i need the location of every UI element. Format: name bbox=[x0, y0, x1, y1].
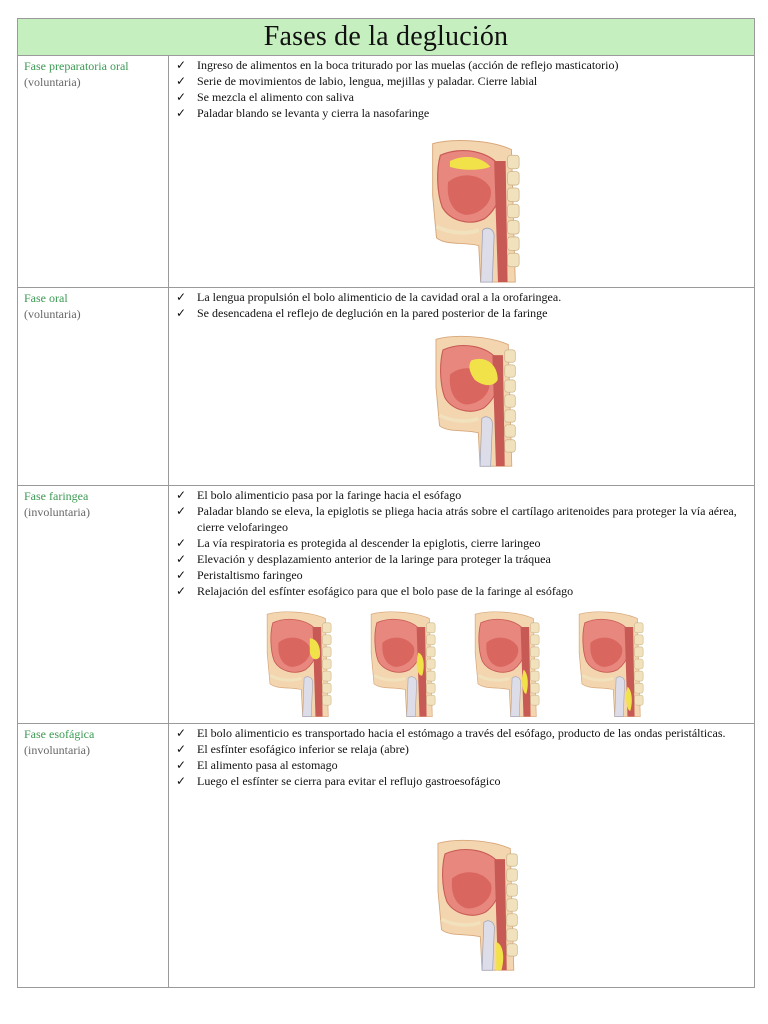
phase-content-cell bbox=[169, 724, 755, 988]
checkmark-icon: ✓ bbox=[175, 106, 187, 120]
phase-item-list bbox=[169, 487, 754, 599]
checkmark-icon: ✓ bbox=[175, 584, 187, 598]
phase-row-preparatoria bbox=[18, 56, 755, 288]
swallowing-anatomy-illustration bbox=[561, 610, 657, 718]
checkmark-icon: ✓ bbox=[175, 90, 187, 104]
phase-name: Fase esofágica bbox=[24, 727, 95, 741]
phase-type: (involuntaria) bbox=[24, 743, 90, 757]
phase-name: Fase faringea bbox=[24, 489, 89, 503]
page-title: Fases de la deglución bbox=[263, 21, 509, 52]
phase-item-list bbox=[169, 289, 754, 321]
checkmark-icon: ✓ bbox=[175, 552, 187, 566]
phase-type: (voluntaria) bbox=[24, 75, 81, 89]
list-item: ✓ Paladar blando se levanta y cierra la nasofaringe bbox=[175, 106, 430, 120]
phase-row-faringea bbox=[18, 486, 755, 724]
list-item: ✓ El bolo alimenticio es transportado hacia el estómago a través del esófago, producto de las ondas peristálticas. bbox=[175, 726, 726, 740]
checkmark-icon: ✓ bbox=[175, 536, 187, 550]
list-item: ✓ Paladar blando se eleva, la epiglotis se pliega hacia atrás sobre el cartílago aritenoides para proteger la vía aérea, cierre velofaringeo bbox=[175, 504, 737, 534]
phase-name: Fase preparatoria oral bbox=[24, 59, 129, 73]
list-item: ✓ Ingreso de alimentos en la boca triturado por las muelas (acción de reflejo masticatorio) bbox=[175, 58, 619, 72]
title-cell bbox=[18, 19, 755, 56]
list-item: ✓ Peristaltismo faringeo bbox=[175, 568, 303, 582]
phase-type: (voluntaria) bbox=[24, 307, 81, 321]
list-item: ✓ Relajación del esfínter esofágico para que el bolo pase de la faringe al esófago bbox=[175, 584, 574, 598]
checkmark-icon: ✓ bbox=[175, 290, 187, 304]
checkmark-icon: ✓ bbox=[175, 758, 187, 772]
swallowing-anatomy-illustration bbox=[249, 610, 345, 718]
phase-label-cell bbox=[18, 288, 169, 486]
list-item: ✓ El esfínter esofágico inferior se relaja (abre) bbox=[175, 742, 409, 756]
swallowing-anatomy-illustration bbox=[417, 138, 529, 284]
list-item: ✓ Se mezcla el alimento con saliva bbox=[175, 90, 354, 104]
checkmark-icon: ✓ bbox=[175, 74, 187, 88]
list-item: ✓ Serie de movimientos de labio, lengua, mejillas y paladar. Cierre labial bbox=[175, 74, 538, 88]
swallowing-anatomy-illustration bbox=[417, 838, 533, 972]
phase-name: Fase oral bbox=[24, 291, 68, 305]
list-item: ✓ Se desencadena el reflejo de deglución en la pared posterior de la faringe bbox=[175, 306, 548, 320]
list-item: ✓ El alimento pasa al estomago bbox=[175, 758, 338, 772]
phase-content-cell bbox=[169, 486, 755, 724]
list-item: ✓ La vía respiratoria es protegida al descender la epiglotis, cierre laringeo bbox=[175, 536, 541, 550]
checkmark-icon: ✓ bbox=[175, 306, 187, 320]
checkmark-icon: ✓ bbox=[175, 742, 187, 756]
phase-item-list bbox=[169, 725, 754, 789]
checkmark-icon: ✓ bbox=[175, 774, 187, 788]
checkmark-icon: ✓ bbox=[175, 488, 187, 502]
phase-content-cell bbox=[169, 288, 755, 486]
list-item: ✓ Luego el esfínter se cierra para evitar el reflujo gastroesofágico bbox=[175, 774, 501, 788]
phase-label-cell bbox=[18, 486, 169, 724]
swallowing-anatomy-illustration bbox=[353, 610, 449, 718]
phase-label-cell bbox=[18, 56, 169, 288]
checkmark-icon: ✓ bbox=[175, 58, 187, 72]
swallowing-anatomy-illustration bbox=[457, 610, 553, 718]
checkmark-icon: ✓ bbox=[175, 726, 187, 740]
checkmark-icon: ✓ bbox=[175, 504, 187, 518]
swallowing-anatomy-illustration bbox=[417, 334, 529, 468]
phases-table bbox=[17, 18, 755, 988]
phase-content-cell bbox=[169, 56, 755, 288]
phase-row-oral bbox=[18, 288, 755, 486]
phase-label-cell bbox=[18, 724, 169, 988]
list-item: ✓ La lengua propulsión el bolo alimenticio de la cavidad oral a la orofaringea. bbox=[175, 290, 562, 304]
checkmark-icon: ✓ bbox=[175, 568, 187, 582]
list-item: ✓ Elevación y desplazamiento anterior de la laringe para proteger la tráquea bbox=[175, 552, 551, 566]
phase-item-list bbox=[169, 57, 754, 121]
phase-row-esofagica bbox=[18, 724, 755, 988]
phase-type: (involuntaria) bbox=[24, 505, 90, 519]
list-item: ✓ El bolo alimenticio pasa por la faringe hacia el esófago bbox=[175, 488, 462, 502]
